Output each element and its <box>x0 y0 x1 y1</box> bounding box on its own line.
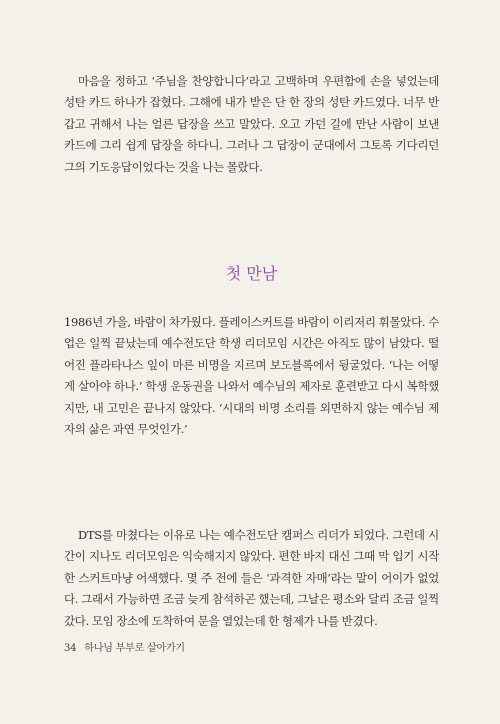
body-paragraph: 마음을 정하고 ‘주님을 찬양합니다’라고 고백하며 우편함에 손을 넣었는데 성탄 카드 하나가 잡혔다. 그해에 내가 받은 단 한 장의 성탄 카드였다. 너무 반갑고 귀해서 나는 얼른 답장을 쓰고 말았다. 오고 가던 길에 만난 사람이 보낸 카드에 그리 쉽게 답장을 하다니. 그러나 그 답장이 군대에서 그토록 기다리던 그의 기도응답이었다는 것을 나는 몰랐다. <box>64 74 439 174</box>
body-paragraph: DTS를 마쳤다는 이유로 나는 예수전도단 캠퍼스 리더가 되었다. 그런데 시간이 지나도 리더모임은 익숙해지지 않았다. 편한 바지 대신 그때 막 입기 시작한 스커트마냥 어색했다. 몇 주 전에 들은 ‘과격한 자매’라는 말이 어이가 없었다. 그래서 가능하면 조금 늦게 참석하곤 했는데, 그날은 평소와 달리 조금 일찍 갔다. 모임 장소에 도착하여 문을 열었는데 한 형제가 나를 반겼다. <box>64 528 439 628</box>
page-number: 34 <box>64 643 77 654</box>
body-paragraph: 1986년 가을, 바람이 차가웠다. 플레이스커트를 바람이 이리저리 휘몰았다. 수업은 일찍 끝났는데 예수전도단 학생 리더모임 시간은 아직도 많이 남았다. 떨어진 플라타나스 잎이 마른 비명을 지르며 보도블록에서 뒹굴었다. ‘나는 어떻게 살아야 하나.’ 학생 운동권을 나와서 예수님의 제자로 훈련받고 다시 복학했지만, 내 고민은 끝나지 않았다. ‘시대의 비명 소리를 외면하지 않는 예수님 제자의 삶은 과연 무엇인가.’ <box>64 315 439 437</box>
running-book-title: 하나님 부부로 살아가기 <box>84 643 185 654</box>
page-footer <box>64 639 185 654</box>
section-title: 첫 만남 <box>225 264 278 283</box>
